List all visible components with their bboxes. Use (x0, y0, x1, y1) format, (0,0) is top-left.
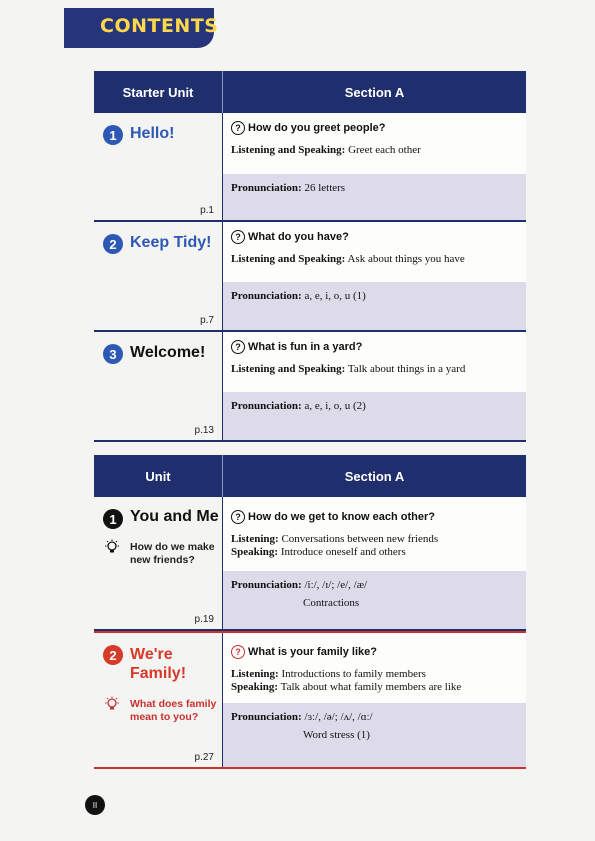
starter-unit-row-3[interactable] (94, 332, 526, 442)
unit-title: Keep Tidy! (130, 234, 212, 251)
big-question: What does family mean to you? (130, 698, 217, 723)
speaking: Speaking: Introduce oneself and others (231, 546, 406, 558)
section-cell (223, 633, 526, 767)
listening: Listening: Introductions to family members (231, 668, 426, 680)
unit-question: ? How do you greet people? (231, 121, 518, 135)
question-circle-icon: ? (231, 510, 245, 524)
unit-page: p.1 (200, 205, 214, 216)
unit-cell (94, 633, 223, 767)
unit-title: You and Me (130, 508, 219, 525)
section-cell (223, 332, 526, 440)
lightbulb-icon (104, 696, 120, 712)
unit-page: p.19 (194, 614, 214, 625)
unit-question: ? What is fun in a yard? (231, 340, 518, 354)
listening: Listening: Conversations between new friends (231, 533, 439, 545)
unit-number-badge: 3 (103, 344, 123, 364)
starter-table-header (94, 71, 526, 113)
page-number: II (85, 795, 105, 815)
question-circle-icon: ? (231, 645, 245, 659)
unit-page: p.13 (194, 425, 214, 436)
header-section-a: Section A (344, 468, 405, 484)
contents-title: CONTENTS (100, 15, 219, 37)
speaking: Speaking: Talk about what family members are like (231, 681, 462, 693)
unit-page: p.27 (194, 752, 214, 763)
unit-question: ? What is your family like? (231, 645, 518, 659)
unit-row-1[interactable] (94, 497, 526, 631)
unit-number-badge: 2 (103, 645, 123, 665)
unit-page: p.7 (200, 315, 214, 326)
starter-unit-row-1[interactable] (94, 113, 526, 222)
pronunciation: Pronunciation: a, e, i, o, u (1) (231, 290, 366, 302)
unit-question: ? What do you have? (231, 230, 518, 244)
unit-table-header (94, 455, 526, 497)
unit-title: Welcome! (130, 344, 206, 361)
unit-cell (94, 332, 223, 440)
starter-unit-table (94, 71, 526, 442)
pronunciation: Pronunciation: /ɜː/, /ə/; /ʌ/, /ɑː/ (231, 711, 373, 723)
pronunciation: Pronunciation: a, e, i, o, u (2) (231, 400, 366, 412)
contents-banner (64, 8, 219, 48)
listening-speaking: Listening and Speaking: Greet each other (231, 144, 421, 156)
header-section-a: Section A (344, 84, 405, 100)
pronunciation: Pronunciation: /iː/, /ɪ/; /e/, /æ/ (231, 579, 368, 591)
section-cell (223, 497, 526, 629)
unit-number-badge: 1 (103, 509, 123, 529)
question-circle-icon: ? (231, 230, 245, 244)
unit-title: We're Family! (130, 646, 187, 682)
pronunciation-extra: Word stress (1) (303, 729, 370, 741)
unit-question: ? How do we get to know each other? (231, 510, 518, 524)
unit-table (94, 455, 526, 769)
unit-row-2[interactable] (94, 631, 526, 769)
listening-speaking: Listening and Speaking: Ask about things you have (231, 253, 465, 265)
question-circle-icon: ? (231, 121, 245, 135)
unit-number-badge: 2 (103, 234, 123, 254)
section-cell (223, 222, 526, 330)
question-circle-icon: ? (231, 340, 245, 354)
big-question: How do we make new friends? (130, 541, 215, 566)
listening-speaking: Listening and Speaking: Talk about things in a yard (231, 363, 466, 375)
starter-unit-row-2[interactable] (94, 222, 526, 332)
pronunciation: Pronunciation: 26 letters (231, 182, 346, 194)
section-cell (223, 113, 526, 220)
unit-title: Hello! (130, 125, 175, 142)
unit-cell (94, 222, 223, 330)
unit-number-badge: 1 (103, 125, 123, 145)
pronunciation-extra: Contractions (303, 597, 360, 609)
lightbulb-icon (104, 539, 120, 555)
header-starter-unit: Starter Unit (94, 71, 223, 113)
unit-cell (94, 497, 223, 629)
unit-cell (94, 113, 223, 220)
header-unit: Unit (94, 455, 223, 497)
